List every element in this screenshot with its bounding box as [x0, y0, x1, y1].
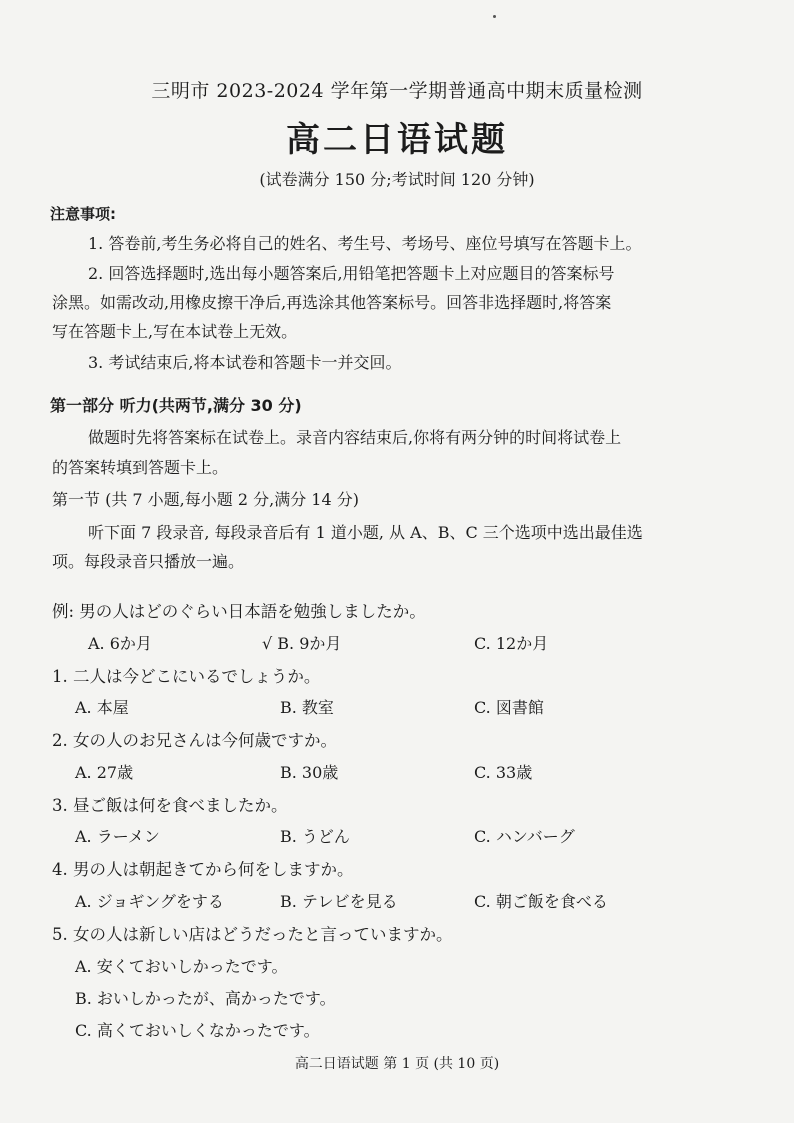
- notice-item-2-line-1: 2. 回答选择题时,选出每小题答案后,用铅笔把答题卡上对应题目的答案标号: [88, 264, 615, 283]
- example-option-c: C. 12か月: [474, 634, 549, 653]
- question-5-option-a: A. 安くておいしかったです。: [75, 957, 288, 976]
- question-4: 4. 男の人は朝起きてから何をしますか。: [52, 860, 354, 879]
- section1-instruction-line-1: 听下面 7 段录音, 每段录音后有 1 道小题, 从 A、B、C 三个选项中选出最佳选: [88, 523, 643, 542]
- question-1: 1. 二人は今どこにいるでしょうか。: [52, 667, 321, 686]
- question-3-option-b: B. うどん: [280, 827, 350, 846]
- notice-heading: 注意事项:: [50, 205, 116, 223]
- part1-intro-line-1: 做题时先将答案标在试卷上。录音内容结束后,你将有两分钟的时间将试卷上: [88, 428, 622, 447]
- question-3: 3. 昼ご飯は何を食べましたか。: [52, 796, 288, 815]
- question-4-option-a: A. ジョギングをする: [75, 892, 224, 911]
- subject-title: 高二日语试题: [286, 120, 508, 160]
- part1-intro-line-2: 的答案转填到答题卡上。: [52, 458, 229, 477]
- section1-heading: 第一节 (共 7 小题,每小题 2 分,满分 14 分): [52, 490, 359, 509]
- question-3-option-c: C. ハンバーグ: [474, 827, 575, 846]
- question-2-option-a: A. 27歳: [75, 763, 134, 782]
- notice-item-2-line-2: 涂黑。如需改动,用橡皮擦干净后,再选涂其他答案标号。回答非选择题时,将答案: [52, 293, 612, 312]
- page-footer: 高二日语试题 第 1 页 (共 10 页): [294, 1056, 500, 1072]
- question-3-option-a: A. ラーメン: [75, 827, 160, 846]
- notice-item-2-line-3: 写在答题卡上,写在本试卷上无效。: [52, 322, 298, 341]
- notice-item-1: 1. 答卷前,考生务必将自己的姓名、考生号、考场号、座位号填写在答题卡上。: [88, 234, 642, 253]
- question-4-option-c: C. 朝ご飯を食べる: [474, 892, 608, 911]
- question-2-option-b: B. 30歳: [280, 763, 339, 782]
- example-option-b: √ B. 9か月: [262, 634, 342, 653]
- question-5: 5. 女の人は新しい店はどうだったと言っていますか。: [52, 925, 453, 944]
- question-1-option-c: C. 図書館: [474, 698, 544, 717]
- scan-speck: [493, 15, 496, 18]
- exam-title: 三明市 2023-2024 学年第一学期普通高中期末质量检测: [151, 80, 643, 102]
- question-1-option-b: B. 教室: [280, 698, 334, 717]
- section1-instruction-line-2: 项。每段录音只播放一遍。: [52, 552, 245, 571]
- notice-item-3: 3. 考试结束后,将本试卷和答题卡一并交回。: [88, 353, 402, 372]
- question-5-option-b: B. おいしかったが、高かったです。: [75, 989, 336, 1008]
- score-info: (试卷满分 150 分;考试时间 120 分钟): [259, 170, 535, 189]
- question-4-option-b: B. テレビを見る: [280, 892, 398, 911]
- example-option-a: A. 6か月: [88, 634, 152, 653]
- question-2-option-c: C. 33歳: [474, 763, 533, 782]
- example-question: 例: 男の人はどのぐらい日本語を勉強しましたか。: [52, 602, 426, 621]
- part1-heading: 第一部分 听力(共两节,满分 30 分): [50, 396, 302, 415]
- question-5-option-c: C. 高くておいしくなかったです。: [75, 1021, 320, 1040]
- question-2: 2. 女の人のお兄さんは今何歳ですか。: [52, 731, 337, 750]
- question-1-option-a: A. 本屋: [75, 698, 129, 717]
